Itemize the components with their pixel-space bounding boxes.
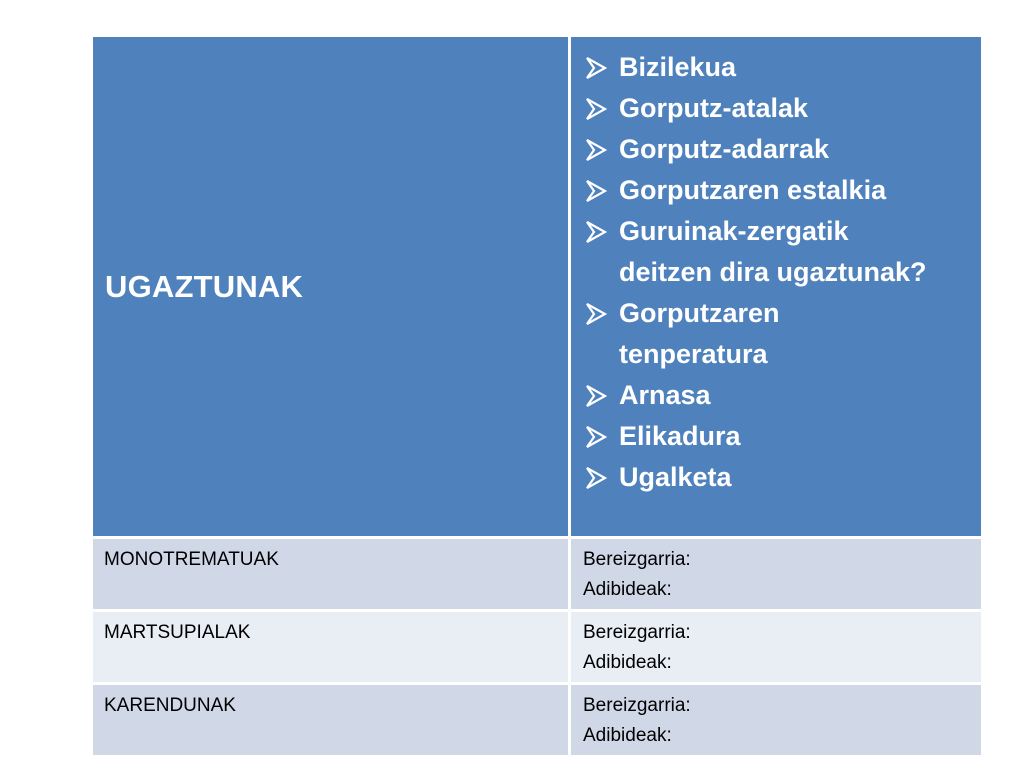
topic-label-continuation: deitzen dira ugaztunak? <box>619 257 927 287</box>
detail-distinctive: Bereizgarria: <box>583 622 691 643</box>
group-name-cell <box>93 685 571 755</box>
topic-item-gorputz-atalak <box>581 88 971 129</box>
topic-item-bizilekua <box>581 47 971 88</box>
group-details-cell <box>571 685 981 755</box>
arrowhead-bullet-icon <box>585 211 609 252</box>
topic-item-gorputzaren-estalkia <box>581 170 971 211</box>
arrowhead-bullet-icon <box>585 375 609 416</box>
header-topics-cell <box>571 37 981 539</box>
arrowhead-bullet-icon <box>585 293 609 334</box>
detail-examples: Adibideak: <box>583 725 672 746</box>
topic-label: Guruinak-zergatik <box>619 216 849 246</box>
topic-item-elikadura <box>581 416 971 457</box>
topic-item-gorputz-adarrak <box>581 129 971 170</box>
detail-distinctive: Bereizgarria: <box>583 695 691 716</box>
topic-label: Gorputz-adarrak <box>619 134 830 164</box>
table-row <box>93 685 981 755</box>
topic-label: Bizilekua <box>619 52 737 82</box>
arrowhead-bullet-icon <box>585 457 609 498</box>
topic-item-gorputzaren-tenperatura <box>581 293 971 375</box>
group-name-cell <box>93 612 571 685</box>
table-title: UGAZTUNAK <box>105 268 304 304</box>
topic-item-guruinak <box>581 211 971 293</box>
topic-label: Gorputzaren estalkia <box>619 175 887 205</box>
group-name: MARTSUPIALAK <box>104 622 251 643</box>
arrowhead-bullet-icon <box>585 170 609 211</box>
detail-examples: Adibideak: <box>583 652 672 673</box>
arrowhead-bullet-icon <box>585 47 609 88</box>
topic-label: Gorputzaren <box>619 298 780 328</box>
arrowhead-bullet-icon <box>585 416 609 457</box>
group-name: KARENDUNAK <box>104 695 236 716</box>
topic-label: Ugalketa <box>619 462 732 492</box>
topic-label: Gorputz-atalak <box>619 93 809 123</box>
group-name: MONOTREMATUAK <box>104 549 279 570</box>
topic-label: Elikadura <box>619 421 741 451</box>
detail-examples: Adibideak: <box>583 579 672 600</box>
group-details-cell <box>571 612 981 685</box>
table-row <box>93 539 981 612</box>
topic-label-continuation: tenperatura <box>619 339 768 369</box>
detail-distinctive: Bereizgarria: <box>583 549 691 570</box>
classification-table <box>93 37 981 755</box>
topic-item-ugalketa <box>581 457 971 498</box>
arrowhead-bullet-icon <box>585 129 609 170</box>
topic-list <box>571 37 981 498</box>
table-row <box>93 612 981 685</box>
group-details-cell <box>571 539 981 612</box>
header-title-cell <box>93 37 571 539</box>
topic-label: Arnasa <box>619 380 711 410</box>
table-header-row <box>93 37 981 539</box>
group-name-cell <box>93 539 571 612</box>
topic-item-arnasa <box>581 375 971 416</box>
arrowhead-bullet-icon <box>585 88 609 129</box>
